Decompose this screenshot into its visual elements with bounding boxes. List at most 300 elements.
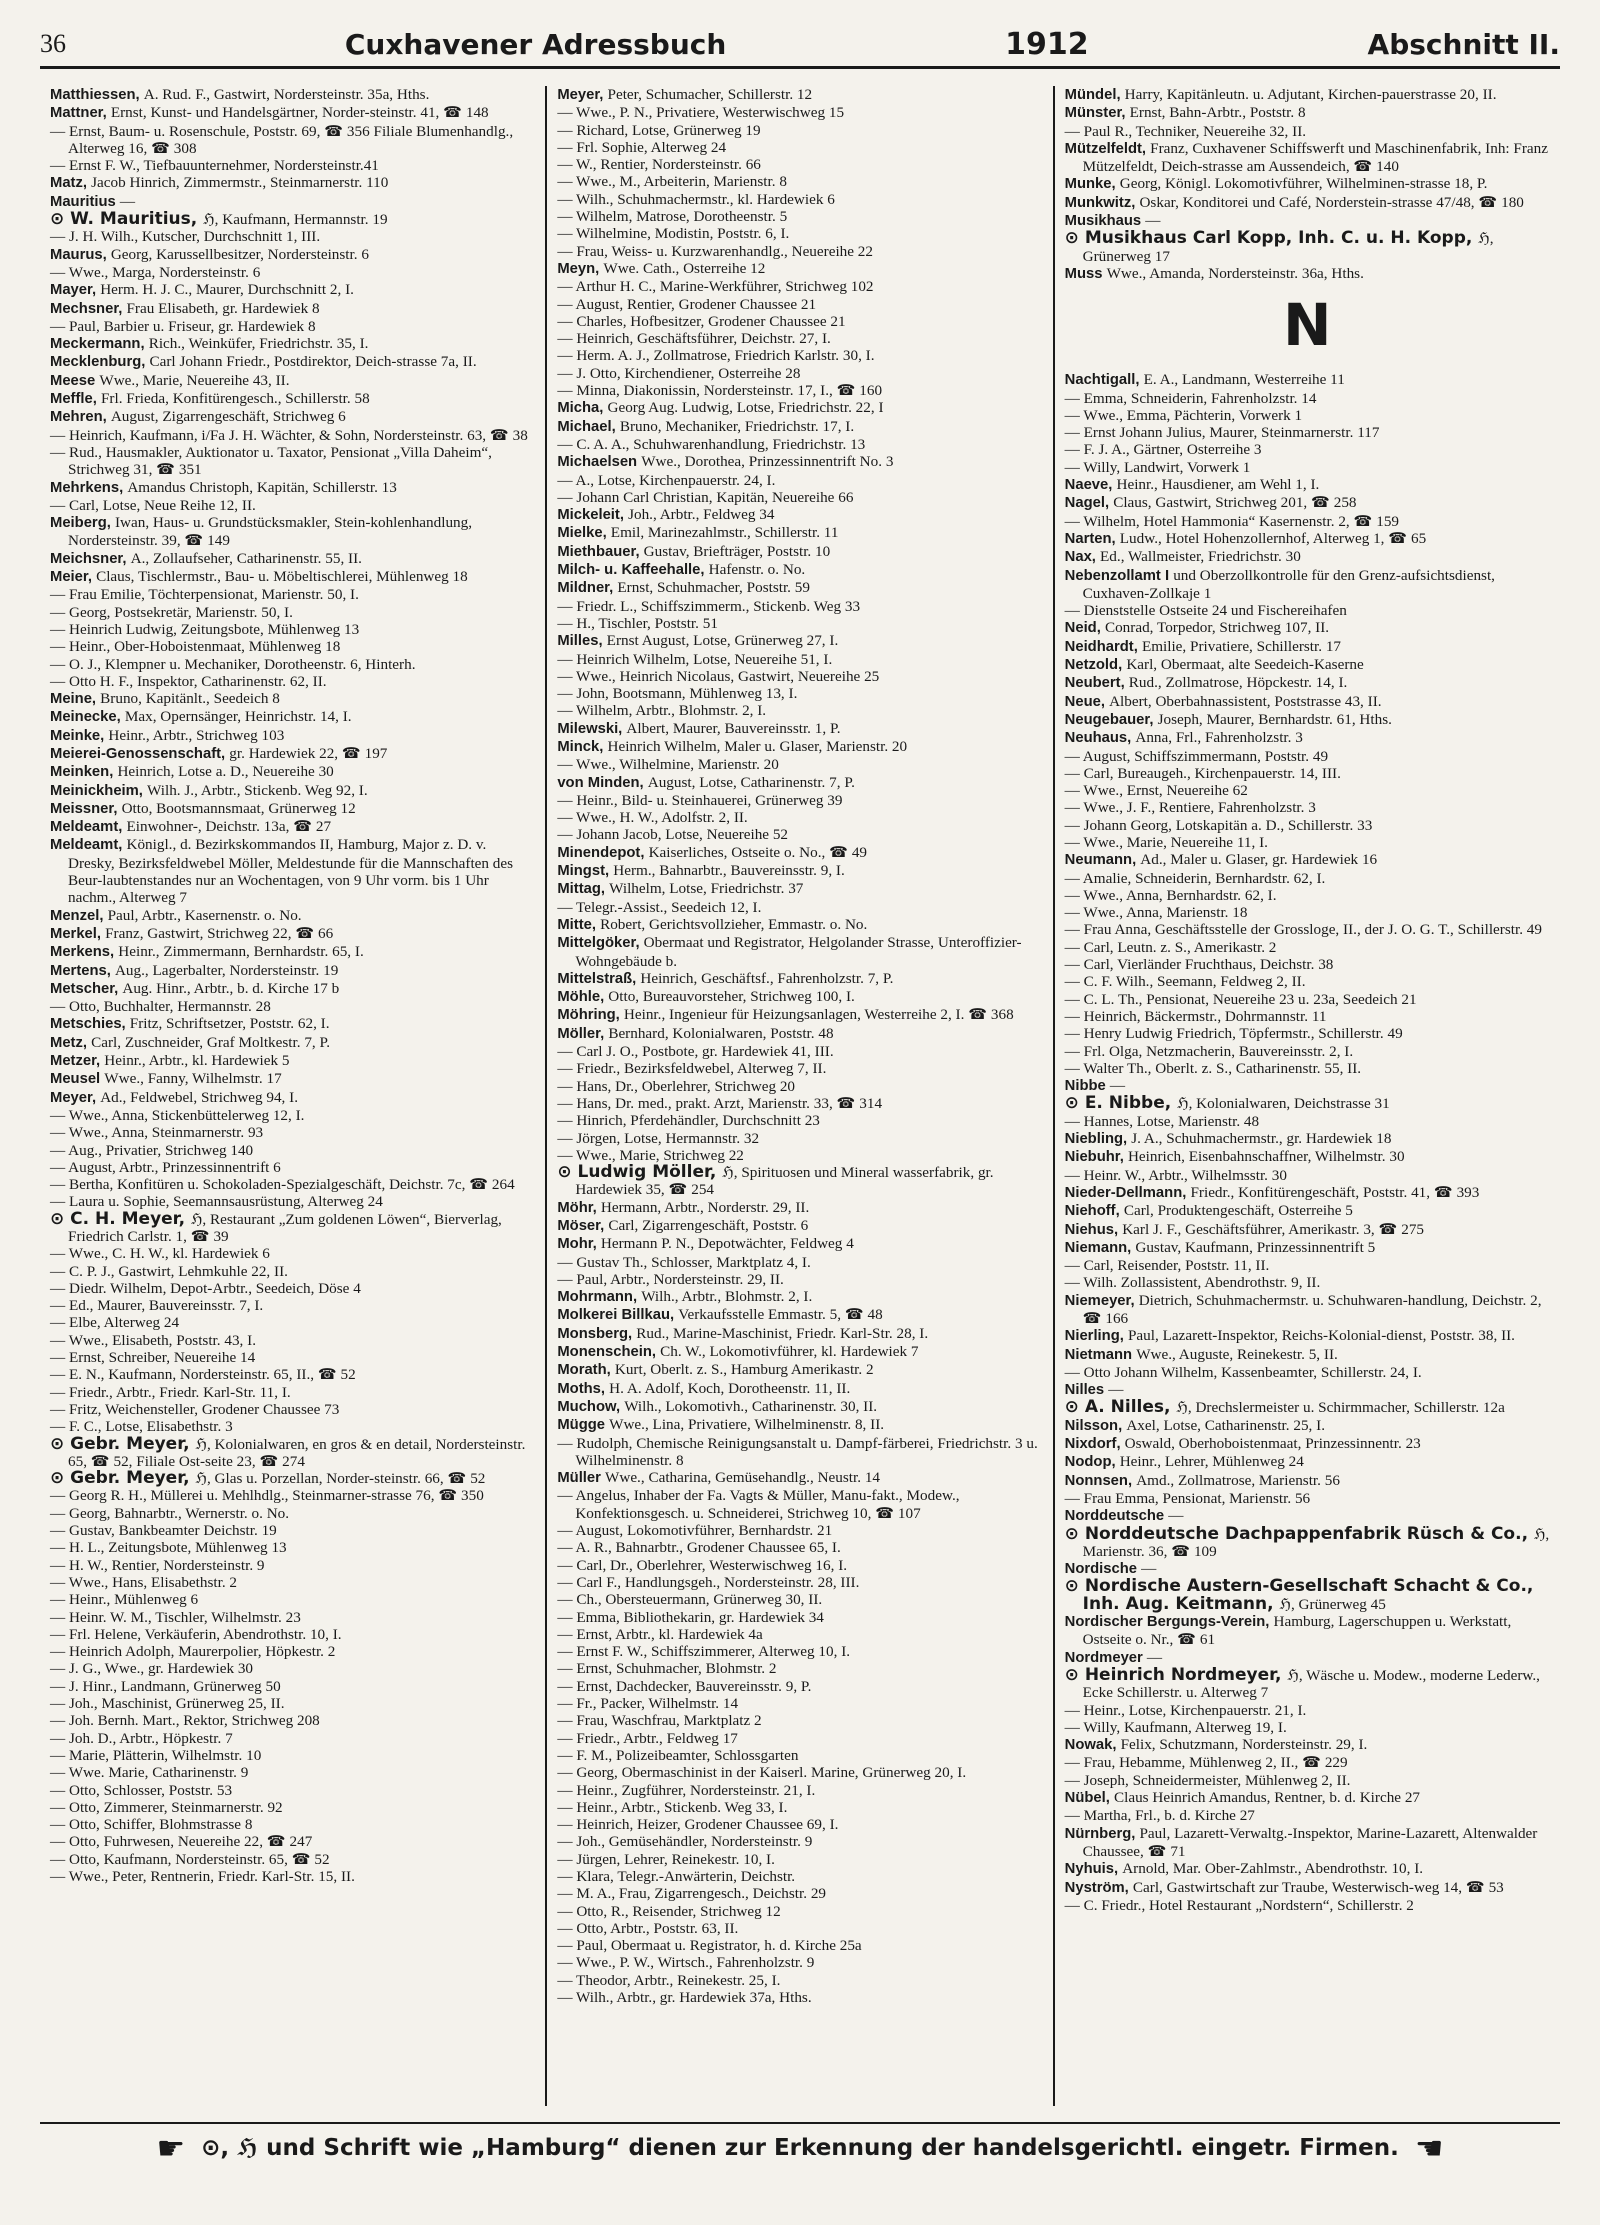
- directory-entry: [50, 514, 535, 550]
- entry-details: — Paul, Obermaat u. Registrator, h. d. Kirche 25a: [557, 1937, 862, 1955]
- page-header: [40, 22, 1560, 69]
- entry-name: Metschies,: [50, 1016, 130, 1033]
- directory-entry: [1065, 1399, 1550, 1416]
- entry-details: Georg, Karussellbesitzer, Nordersteinstr. 6: [110, 245, 369, 263]
- directory-entry: [50, 1609, 535, 1626]
- entry-details: — Friedr. L., Schiffszimmerm., Stickenb. Weg 33: [557, 597, 861, 615]
- directory-entry: [50, 943, 535, 961]
- entry-name: Neuhaus,: [1064, 730, 1136, 747]
- directory-entry: [557, 1591, 1042, 1608]
- firm-name: ⊙ C. H. Meyer,: [50, 1208, 191, 1229]
- directory-entry: [50, 246, 535, 264]
- directory-entry: [1065, 1490, 1550, 1507]
- entry-name: Mielke,: [557, 525, 611, 542]
- entry-details: — Wwe., Anna, Steinmarnerstr. 93: [50, 1124, 264, 1142]
- entry-details: Heinr., Ingenieur für Heizungsanlagen, Westerreihe 2, I. ☎ 368: [623, 1006, 1014, 1024]
- entry-details: A. Rud. F., Gastwirt, Nordersteinstr. 35a, Hths.: [143, 86, 430, 103]
- entry-name: Möser,: [557, 1218, 609, 1234]
- directory-entry: [557, 1539, 1042, 1556]
- entry-details: — Carl, Bureaugeh., Kirchenpauerstr. 14, III.: [1064, 764, 1341, 782]
- entry-details: Ernst August, Lotse, Grünerweg 27, I.: [606, 632, 839, 650]
- entry-name: Molkerei Billkau,: [557, 1307, 679, 1324]
- directory-entry: [50, 264, 535, 281]
- directory-entry: [50, 1833, 535, 1850]
- directory-entry: [1065, 674, 1550, 692]
- directory-entry: [50, 1764, 535, 1781]
- entry-details: — Heinrich, Geschäftsführer, Deichstr. 27, I.: [557, 330, 831, 348]
- entry-details: Heinrich, Lotse a. D., Neuereihe 30: [117, 763, 334, 781]
- entry-details: Friedr., Konfitürengeschäft, Poststr. 41, ☎ 393: [1190, 1183, 1480, 1201]
- entry-details: ℌ, Restaurant „Zum goldenen Löwen“, Bierverlag, Friedrich Carlstr. 1, ☎ 39: [68, 1210, 502, 1245]
- entry-details: — J. G., Wwe., gr. Hardewiek 30: [50, 1660, 254, 1678]
- entry-details: — Ernst, Baum- u. Rosenschule, Poststr. 69, ☎ 356 Filiale Blumenhandlg., Alterweg 16, ☎ 308: [50, 122, 514, 157]
- entry-name: Möhle,: [557, 989, 609, 1006]
- entry-name: Niehoff,: [1064, 1203, 1124, 1220]
- directory-entry: [50, 745, 535, 763]
- entry-details: — Frl. Sophie, Alterweg 24: [557, 138, 727, 156]
- entry-name: Meinke,: [50, 727, 109, 744]
- entry-details: Kurt, Oberlt. z. S., Hamburg Amerikastr. 2: [614, 1361, 874, 1379]
- entry-details: ℌ, Kolonialwaren, en gros & en detail, Nordersteinstr. 65, ☎ 52, Filiale Ost-seite 23, ☎ 274: [68, 1435, 526, 1470]
- entry-details: — Jörgen, Lotse, Hermannstr. 32: [557, 1129, 760, 1147]
- entry-details: — Frau Emilie, Töchterpensionat, Marienstr. 50, I.: [50, 586, 359, 604]
- entry-details: Peter, Schumacher, Schillerstr. 12: [607, 86, 813, 103]
- entry-details: Claus Heinrich Amandus, Rentner, b. d. Kirche 27: [1113, 1789, 1421, 1807]
- directory-entry: [557, 1112, 1042, 1129]
- entry-name: Miethbauer,: [557, 543, 644, 560]
- firm-name: ⊙ Gebr. Meyer,: [50, 1433, 196, 1454]
- entry-name: Merkens,: [50, 944, 119, 961]
- entry-details: Felix, Schutzmann, Nordersteinstr. 29, I.: [1120, 1736, 1368, 1754]
- entry-name: Meyer,: [557, 87, 608, 103]
- directory-entry: [1065, 1257, 1550, 1274]
- directory-entry: [50, 1470, 535, 1487]
- directory-entry: [557, 826, 1042, 843]
- entry-name: Niehus,: [1064, 1221, 1123, 1238]
- entry-name: Maurus,: [50, 246, 111, 263]
- entry-name: Nyström,: [1064, 1879, 1133, 1896]
- entry-details: — August, Rentier, Grodener Chaussee 21: [557, 295, 817, 313]
- entry-details: — C. Friedr., Hotel Restaurant „Nordstern“, Schillerstr. 2: [1064, 1896, 1414, 1914]
- entry-details: — Gustav, Bankbeamter Deichstr. 19: [50, 1522, 277, 1540]
- entry-name: Nonnsen,: [1064, 1472, 1137, 1489]
- directory-entry: [557, 1885, 1042, 1902]
- entry-details: — H. L., Zeitungsbote, Mühlenweg 13: [50, 1539, 287, 1557]
- entry-details: — Heinr., Mühlenweg 6: [50, 1591, 199, 1609]
- entry-details: — Heinr., Zugführer, Nordersteinstr. 21, I.: [557, 1781, 816, 1799]
- directory-entry: [50, 211, 535, 228]
- directory-entry: [1065, 371, 1550, 389]
- entry-details: ℌ, Kolonialwaren, Deichstrasse 31: [1177, 1095, 1390, 1113]
- directory-entry: [557, 1288, 1042, 1306]
- entry-details: — Hannes, Lotse, Marienstr. 48: [1064, 1112, 1260, 1130]
- entry-details: — August, Lokomotivführer, Bernhardstr. 21: [557, 1522, 833, 1540]
- entry-details: — Wwe., Heinrich Nicolaus, Gastwirt, Neuereihe 25: [557, 667, 880, 685]
- entry-details: — Frau Anna, Geschäftsstelle der Grossloge, II., der J. O. G. T., Schillerstr. 49: [1064, 921, 1542, 939]
- entry-name: Meissner,: [50, 800, 122, 817]
- directory-entry: [1065, 1772, 1550, 1789]
- directory-entry: [557, 1643, 1042, 1660]
- directory-entry: [1065, 1453, 1550, 1471]
- directory-entry: [50, 228, 535, 245]
- directory-entry: [557, 598, 1042, 615]
- entry-details: — Wilhelmine, Modistin, Poststr. 6, I.: [557, 225, 790, 243]
- directory-entry: [50, 1782, 535, 1799]
- directory-entry: [50, 1643, 535, 1660]
- directory-entry: [1065, 851, 1550, 869]
- entry-name: Mündel,: [1064, 87, 1125, 103]
- entry-details: — Carl, Lotse, Neue Reihe 12, II.: [50, 496, 256, 514]
- directory-entry: [557, 1469, 1042, 1487]
- entry-details: Oskar, Konditorei und Café, Norderstein-strasse 47/48, ☎ 180: [1139, 193, 1524, 211]
- entry-name: Möhring,: [557, 1007, 624, 1024]
- entry-name: Niebling,: [1064, 1131, 1132, 1148]
- entry-details: — Henry Ludwig Friedrich, Töpfermstr., Schillerstr. 49: [1064, 1025, 1403, 1043]
- entry-details: Joh., Arbtr., Feldweg 34: [628, 506, 775, 524]
- entry-details: Ernst, Bahn-Arbtr., Poststr. 8: [1129, 104, 1306, 122]
- entry-details: — A., Lotse, Kirchenpauerstr. 24, I.: [557, 471, 776, 489]
- entry-details: Claus, Gastwirt, Strichweg 201, ☎ 258: [1113, 494, 1357, 512]
- entry-details: — Fr., Packer, Wilhelmstr. 14: [557, 1695, 739, 1713]
- entry-name: Meckermann,: [50, 336, 149, 353]
- entry-name: Neue,: [1064, 693, 1110, 710]
- entry-name: Monsberg,: [557, 1325, 637, 1342]
- entry-details: — Jürgen, Lehrer, Reinekestr. 10, I.: [557, 1850, 775, 1868]
- entry-details: Carl, Zuschneider, Graf Moltkestr. 7, P.: [91, 1033, 331, 1051]
- entry-details: August, Lotse, Catharinenstr. 7, P.: [647, 773, 855, 791]
- entry-details: — Georg, Bahnarbtr., Wernerstr. o. No.: [50, 1504, 290, 1522]
- directory-entry: [50, 1487, 535, 1504]
- entry-name: Mertens,: [50, 962, 115, 979]
- entry-name: Neugebauer,: [1064, 711, 1158, 728]
- entry-details: — Heinrich, Bäckermstr., Dohrmannstr. 11: [1064, 1007, 1327, 1025]
- entry-name: Nebenzollamt I: [1064, 567, 1174, 584]
- directory-entry: [50, 727, 535, 745]
- entry-details: — Frl. Olga, Netzmacherin, Bauvereinsstr. 2, I.: [1064, 1042, 1354, 1060]
- entry-details: Herm. H. J. C., Maurer, Durchschnitt 2, I.: [100, 281, 354, 299]
- entry-details: — Wwe., P. W., Wirtsch., Fahrenholzstr. 9: [557, 1954, 815, 1972]
- entry-name: Meffle,: [50, 391, 101, 408]
- column-2: [545, 86, 1052, 2106]
- entry-name: Nietmann: [1064, 1346, 1137, 1363]
- entry-details: — F. C., Lotse, Elisabethstr. 3: [50, 1418, 233, 1436]
- directory-entry: [1065, 1130, 1550, 1148]
- entry-details: ℌ, Drechslermeister u. Schirmmacher, Schillerstr. 12a: [1176, 1399, 1505, 1417]
- entry-details: Oswald, Oberhoboistenmaat, Prinzessinnentr. 23: [1124, 1435, 1421, 1453]
- entry-details: — O. J., Klempner u. Mechaniker, Dorotheenstr. 6, Hinterh.: [50, 655, 416, 673]
- entry-details: — Ernst, Schuhmacher, Blohmstr. 2: [557, 1660, 777, 1678]
- entry-details: — Wilh. Zollassistent, Abendrothstr. 9, II.: [1064, 1274, 1321, 1292]
- directory-entry: [1065, 1008, 1550, 1025]
- entry-details: — Elbe, Alterweg 24: [50, 1314, 180, 1332]
- entry-details: — Otto, Schlosser, Poststr. 53: [50, 1781, 233, 1799]
- directory-entry: [557, 1574, 1042, 1591]
- entry-name: Menzel,: [50, 907, 108, 924]
- entry-details: Georg, Königl. Lokomotivführer, Wilhelminen-strasse 18, P.: [1119, 175, 1488, 193]
- entry-details: — Emma, Schneiderin, Fahrenholzstr. 14: [1064, 389, 1317, 407]
- entry-details: — Paul R., Techniker, Neuereihe 32, II.: [1064, 122, 1307, 140]
- directory-entry: [1065, 390, 1550, 407]
- entry-details: —: [1108, 1381, 1124, 1399]
- directory-entry: [557, 1435, 1042, 1470]
- directory-entry: [557, 1920, 1042, 1937]
- entry-details: — Wwe., Peter, Rentnerin, Friedr. Karl-Str. 15, II.: [50, 1867, 355, 1885]
- entry-details: und Oberzollkontrolle für den Grenz-aufsichtsdienst, Cuxhaven-Zollkaje 1: [1082, 566, 1495, 602]
- entry-details: —: [1109, 1077, 1126, 1095]
- entry-details: — Carl, Reisender, Poststr. 11, II.: [1064, 1257, 1270, 1275]
- entry-name: Matz,: [50, 175, 92, 192]
- entry-details: Paul, Lazarett-Inspektor, Reichs-Kolonial-dienst, Poststr. 38, II.: [1127, 1327, 1515, 1345]
- directory-entry: [557, 1235, 1042, 1253]
- directory-entry: [50, 1539, 535, 1556]
- directory-entry: [557, 1660, 1042, 1677]
- entry-name: Meyer,: [50, 1089, 101, 1106]
- directory-entry: [50, 1176, 535, 1193]
- firm-name: ⊙ Norddeutsche Dachpappenfabrik Rüsch & Co.,: [1064, 1523, 1534, 1544]
- entry-name: Nodop,: [1064, 1454, 1120, 1471]
- entry-details: Carl, Gastwirtschaft zur Traube, Westerwisch-weg 14, ☎ 53: [1132, 1878, 1504, 1896]
- directory-entry: [1065, 1274, 1550, 1291]
- entry-details: Hafenstr. o. No.: [708, 561, 806, 579]
- directory-entry: [50, 1208, 535, 1246]
- directory-entry: [557, 453, 1042, 471]
- directory-entry: [557, 1164, 1042, 1199]
- directory-entry: [50, 479, 535, 497]
- entry-details: — Fritz, Weichensteller, Grodener Chaussee 73: [50, 1400, 340, 1418]
- entry-details: Harry, Kapitänleutn. u. Adjutant, Kirchen-pauerstrasse 20, II.: [1124, 86, 1497, 103]
- directory-entry: [557, 934, 1042, 970]
- directory-entry: [1065, 1702, 1550, 1719]
- directory-entry: [557, 1989, 1042, 2006]
- directory-entry: [50, 673, 535, 690]
- directory-entry: [1065, 729, 1550, 747]
- entry-details: Wilhelm, Lotse, Friedrichstr. 37: [609, 880, 804, 898]
- directory-entry: [1065, 194, 1550, 212]
- entry-details: — Wwe., J. F., Rentiere, Fahrenholzstr. 3: [1064, 799, 1316, 817]
- entry-details: — Joh. D., Arbtr., Höpkestr. 7: [50, 1729, 233, 1747]
- entry-details: — Otto, Arbtr., Poststr. 63, II.: [557, 1919, 739, 1937]
- firm-name: ⊙ Ludwig Möller,: [557, 1162, 723, 1183]
- entry-details: — C. L. Th., Pensionat, Neuereihe 23 u. 23a, Seedeich 21: [1064, 990, 1417, 1008]
- entry-details: — J. H. Wilh., Kutscher, Durchschnitt 1, III.: [50, 228, 321, 246]
- directory-entry: [50, 1280, 535, 1297]
- entry-details: — Paul, Barbier u. Friseur, gr. Hardewiek 8: [50, 317, 316, 335]
- entry-name: Mildner,: [557, 580, 618, 597]
- entry-details: Bernhard, Kolonialwaren, Poststr. 48: [608, 1024, 834, 1042]
- directory-entry: [557, 313, 1042, 330]
- entry-details: Paul, Arbtr., Kasernenstr. o. No.: [107, 906, 302, 924]
- directory-entry: [50, 1522, 535, 1539]
- entry-details: — Dienststelle Ostseite 24 und Fischereihafen: [1064, 602, 1347, 620]
- entry-name: Mützelfeldt,: [1064, 140, 1151, 157]
- directory-entry: [557, 382, 1042, 399]
- entry-details: — H. W., Rentier, Nordersteinstr. 9: [50, 1556, 265, 1574]
- directory-entry: [50, 763, 535, 781]
- entry-details: — Herm. A. J., Zollmatrose, Friedrich Karlstr. 30, I.: [557, 347, 875, 365]
- entry-details: — August, Arbtr., Prinzessinnentrift 6: [50, 1158, 281, 1176]
- entry-details: Einwohner-, Deichstr. 13a, ☎ 27: [126, 818, 332, 836]
- entry-details: — F. M., Polizeibeamter, Schlossgarten: [557, 1746, 799, 1764]
- entry-details: — Frau, Waschfrau, Marktplatz 2: [557, 1712, 762, 1730]
- entry-name: Neubert,: [1064, 675, 1129, 692]
- directory-entry: [557, 1380, 1042, 1398]
- directory-entry: [557, 191, 1042, 208]
- directory-entry: [557, 260, 1042, 278]
- entry-details: — Paul, Arbtr., Nordersteinstr. 29, II.: [557, 1270, 784, 1288]
- directory-entry: [50, 1695, 535, 1712]
- directory-entry: [557, 1833, 1042, 1850]
- entry-name: Meese: [50, 372, 100, 389]
- directory-entry: [557, 1325, 1042, 1343]
- entry-details: E. A., Landmann, Westerreihe 11: [1143, 371, 1345, 389]
- directory-entry: [557, 1954, 1042, 1971]
- directory-entry: [557, 156, 1042, 173]
- directory-entry: [557, 1398, 1042, 1416]
- directory-entry: [557, 899, 1042, 916]
- entry-details: — Otto, Buchhalter, Hermannstr. 28: [50, 998, 271, 1016]
- directory-entry: [557, 1006, 1042, 1024]
- directory-entry: [50, 925, 535, 943]
- directory-entry: [1064, 1664, 1550, 1702]
- directory-entry: [557, 139, 1042, 156]
- entry-details: Carl, Zigarrengeschäft, Poststr. 6: [608, 1217, 809, 1234]
- directory-entry: [557, 1782, 1042, 1799]
- entry-details: — Frau, Hebamme, Mühlenweg 2, II., ☎ 229: [1064, 1754, 1348, 1772]
- directory-entry: [557, 651, 1042, 668]
- entry-name: Mohrmann,: [557, 1289, 642, 1306]
- entry-name: Meiberg,: [50, 515, 115, 532]
- entry-details: — Charles, Hofbesitzer, Grodener Chaussee 21: [557, 312, 846, 330]
- entry-name: Niebuhr,: [1064, 1149, 1128, 1166]
- entry-details: — Heinrich Wilhelm, Lotse, Neuereihe 51, I.: [557, 650, 833, 668]
- entry-details: ℌ, Kaufmann, Hermannstr. 19: [203, 211, 388, 229]
- entry-details: Axel, Lotse, Catharinenstr. 25, I.: [1126, 1416, 1325, 1434]
- entry-details: — Johann Carl Christian, Kapitän, Neuereihe 66: [557, 488, 854, 506]
- directory-entry: [50, 1015, 535, 1033]
- entry-details: — Wwe., Marie, Neuereihe 11, I.: [1064, 833, 1268, 851]
- entry-details: Karl, Obermaat, alte Seedeich-Kaserne: [1126, 656, 1364, 674]
- directory-entry: [1065, 424, 1550, 441]
- entry-details: Ad., Maler u. Glaser, gr. Hardewiek 16: [1140, 851, 1378, 869]
- entry-details: — Heinr. W. M., Tischler, Wilhelmstr. 23: [50, 1608, 301, 1626]
- directory-entry: [50, 836, 535, 906]
- directory-entry: [557, 1343, 1042, 1361]
- directory-entry: [1065, 1417, 1550, 1435]
- directory-entry: [1065, 1719, 1550, 1736]
- directory-entry: [50, 1245, 535, 1262]
- entry-details: — Carl F., Handlungsgeh., Nordersteinstr. 28, III.: [557, 1573, 860, 1591]
- entry-details: Verkaufsstelle Emmastr. 5, ☎ 48: [678, 1306, 883, 1324]
- directory-entry: [50, 1591, 535, 1608]
- directory-entry: [50, 1366, 535, 1383]
- entry-name: Mitte,: [557, 916, 601, 933]
- directory-entry: [50, 1626, 535, 1643]
- entry-details: — Telegr.-Assist., Seedeich 12, I.: [557, 898, 762, 916]
- entry-details: — Johann Jacob, Lotse, Neuereihe 52: [557, 826, 789, 844]
- directory-entry: [50, 638, 535, 655]
- directory-entry: [1065, 1095, 1550, 1112]
- entry-details: Ernst, Kunst- und Handelsgärtner, Norder-steinstr. 41, ☎ 148: [110, 104, 489, 122]
- entry-details: Frl. Frieda, Konfitürengesch., Schillerstr. 58: [100, 390, 370, 408]
- directory-entry: [557, 1306, 1042, 1324]
- entry-details: Ad., Feldwebel, Strichweg 94, I.: [100, 1088, 299, 1106]
- directory-entry: [1065, 1736, 1550, 1754]
- directory-entry: [1065, 1825, 1550, 1861]
- directory-entry: [50, 1052, 535, 1070]
- directory-entry: [50, 1851, 535, 1868]
- entry-details: Kaiserliches, Ostseite o. No., ☎ 49: [648, 843, 868, 861]
- entry-name: Meyn,: [557, 260, 604, 277]
- entry-name: Metz,: [50, 1034, 92, 1051]
- entry-details: — Georg, Obermaschinist in der Kaiserl. Marine, Grünerweg 20, I.: [557, 1764, 967, 1782]
- directory-entry: [557, 1626, 1042, 1643]
- directory-entry: [1065, 494, 1550, 512]
- directory-entry: [557, 1043, 1042, 1060]
- entry-details: Georg Aug. Ludwig, Lotse, Friedrichstr. 22, I: [607, 399, 884, 417]
- entry-details: Paul, Lazarett-Verwaltg.-Inspektor, Marine-Lazarett, Altenwalder Chaussee, ☎ 71: [1082, 1824, 1538, 1860]
- directory-entry: [50, 708, 535, 726]
- directory-entry: [1065, 123, 1550, 140]
- entry-details: — Heinrich, Kaufmann, i/Fa J. H. Wächter, & Sohn, Nordersteinstr. 63, ☎ 38: [50, 426, 528, 444]
- entry-details: — Georg, Postsekretär, Marienstr. 50, I.: [50, 603, 293, 621]
- entry-details: — Arthur H. C., Marine-Werkführer, Strichweg 102: [557, 278, 874, 296]
- entry-details: — Theodor, Arbtr., Reinekestr. 25, I.: [557, 1971, 781, 1989]
- entry-details: Otto, Bureauvorsteher, Strichweg 100, I.: [608, 988, 855, 1006]
- entry-details: Heinr., Zimmermann, Bernhardstr. 65, I.: [118, 943, 364, 961]
- directory-entry: [557, 399, 1042, 417]
- entry-details: — Emma, Bibliothekarin, gr. Hardewiek 34: [557, 1608, 824, 1626]
- directory-entry: [557, 1799, 1042, 1816]
- entry-details: Wwe., Marie, Neuereihe 43, II.: [99, 371, 290, 389]
- entry-name: Milewski,: [557, 720, 627, 737]
- directory-entry: [1065, 782, 1550, 799]
- entry-name: Meldeamt,: [50, 837, 127, 854]
- entry-details: — Wilhelm, Arbtr., Blohmstr. 2, I.: [557, 702, 767, 720]
- directory-entry: [1065, 1184, 1550, 1202]
- directory-entry: [50, 1505, 535, 1522]
- entry-details: — Diedr. Wilhelm, Depot-Arbtr., Seedeich, Döse 4: [50, 1279, 361, 1297]
- column-1: [40, 86, 545, 2106]
- entry-details: Jacob Hinrich, Zimmermstr., Steinmarnerstr. 110: [91, 174, 389, 192]
- entry-name: Narten,: [1064, 530, 1120, 547]
- entry-details: gr. Hardewiek 22, ☎ 197: [229, 744, 388, 762]
- entry-details: — Ernst F. W., Tiefbauunternehmer, Nordersteinstr.41: [50, 157, 379, 175]
- directory-entry: [557, 1816, 1042, 1833]
- firm-name: ⊙ Nordische Austern-Gesellschaft Schacht & Co., Inh. Aug. Keitmann,: [1064, 1576, 1534, 1614]
- entry-details: Arnold, Mar. Ober-Zahlmstr., Abendrothstr. 10, I.: [1122, 1860, 1424, 1878]
- directory-entry: [557, 122, 1042, 139]
- directory-entry: [1065, 230, 1550, 265]
- entry-name: Neid,: [1064, 620, 1105, 637]
- directory-entry: [557, 1060, 1042, 1077]
- entry-details: — Angelus, Inhaber der Fa. Vagts & Müller, Manu-fakt., Modew., Konfektionsgesch. u. Schneiderei, Strichweg 10, ☎ 107: [557, 1487, 960, 1522]
- directory-entry: [50, 1384, 535, 1401]
- directory-entry: [50, 1678, 535, 1695]
- entry-details: — Ernst, Arbtr., kl. Hardewiek 4a: [557, 1625, 763, 1643]
- directory-entry: [50, 1799, 535, 1816]
- entry-details: — Wwe., Marie, Strichweg 22: [557, 1146, 744, 1164]
- entry-details: — Ernst, Dachdecker, Bauvereinsstr. 9, P.: [557, 1677, 812, 1695]
- entry-name: Mickeleit,: [557, 507, 629, 524]
- entry-details: Rud., Marine-Maschinist, Friedr. Karl-Str. 28, I.: [636, 1324, 929, 1342]
- directory-entry: [50, 1557, 535, 1574]
- directory-entry: [557, 86, 1042, 104]
- section-letter: N: [1283, 291, 1332, 360]
- directory-entry: [50, 86, 535, 104]
- entry-name: Niemeyer,: [1064, 1292, 1139, 1309]
- entry-name: Mittelgöker,: [557, 935, 644, 952]
- entry-details: — Carl J. O., Postbote, gr. Hardewiek 41, III.: [557, 1043, 834, 1061]
